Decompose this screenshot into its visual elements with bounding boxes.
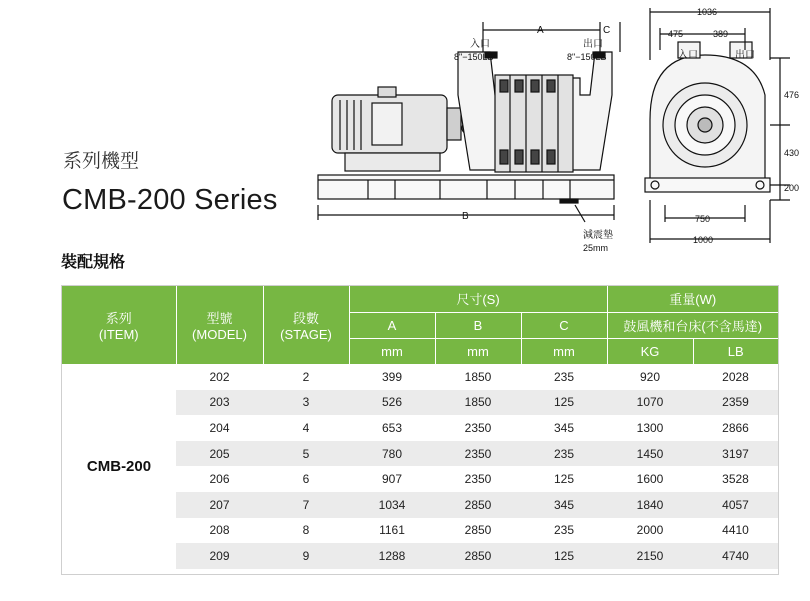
cell-a: 1288 [349,543,435,569]
cell-kg: 2150 [607,543,693,569]
cell-model: 206 [209,472,230,487]
dim-476-label: 476 [784,90,800,100]
dim-475-label: 475 [668,29,684,39]
motor-drawing [332,87,474,171]
cell-a: 907 [381,472,403,487]
col-c-header: C [521,312,607,338]
cell-lb: 3528 [722,472,749,487]
dim-389-label: 389 [713,29,729,39]
cell-stage: 3 [263,390,349,416]
cell-lb: 2866 [722,420,749,435]
cell-c: 235 [553,523,575,538]
unit-b-header: mm [435,338,521,364]
dim-a-label: A [537,25,544,36]
blower-technical-drawing [0,0,810,270]
cell-c: 345 [521,492,607,518]
cell-model: 208 [209,523,230,538]
cell-kg: 920 [639,369,661,384]
inlet-flange-label: 8"−150LB [454,52,494,62]
cell-model: 203 [176,390,263,416]
cell-stage: 9 [263,543,349,569]
series-label: 系列機型 [63,150,140,172]
cell-b: 1850 [464,369,492,384]
group-size-header: 尺寸(S) [349,286,607,312]
cell-b: 1850 [435,390,521,416]
cell-lb: 2028 [722,369,749,384]
spec-table [61,285,779,575]
cell-model: 207 [176,492,263,518]
dim-1000-label: 1000 [693,235,714,245]
cell-b: 2850 [435,492,521,518]
cell-stage: 4 [302,420,310,435]
cell-stage: 2 [302,369,310,384]
cell-lb: 4740 [693,543,778,569]
cell-stage: 8 [302,523,310,538]
outlet-label: 出口 [583,39,603,50]
cell-c: 125 [521,390,607,416]
col-series-header: 系列 (ITEM) [62,286,176,364]
cell-kg: 1300 [636,420,664,435]
cell-b: 2350 [435,441,521,467]
blower-casing-drawing [458,52,612,172]
cell-c: 235 [553,369,575,384]
spec-heading: 裝配規格 [61,252,126,271]
cell-b: 2350 [464,472,492,487]
cell-kg: 1070 [607,390,693,416]
series-name-cell: CMB-200 [62,364,176,569]
cell-a: 1034 [349,492,435,518]
cell-b: 2350 [464,420,492,435]
dim-200-label: 200 [784,183,800,193]
series-title: CMB-200 Series [62,184,278,216]
cell-lb: 3197 [693,441,778,467]
damper-size-label: 25mm [583,243,609,253]
end-outlet-label: 出口 [735,50,755,61]
cell-model: 202 [209,369,230,384]
cell-c: 125 [553,472,575,487]
unit-c-header: mm [521,338,607,364]
outlet-flange-label: 8"−150LB [567,52,607,62]
unit-lb-header: LB [693,338,778,364]
cell-kg: 1840 [607,492,693,518]
cell-a: 526 [349,390,435,416]
cell-a: 399 [381,369,403,384]
table-row [62,364,778,390]
col-b-header: B [435,312,521,338]
cell-stage: 6 [302,472,310,487]
cell-stage: 7 [263,492,349,518]
cell-kg: 1450 [607,441,693,467]
col-stage-header: 段數 (STAGE) [263,286,349,364]
cell-b: 2850 [435,543,521,569]
col-a-header: A [349,312,435,338]
cell-c: 235 [521,441,607,467]
cell-kg: 2000 [636,523,664,538]
unit-kg-header: KG [607,338,693,364]
cell-model: 205 [176,441,263,467]
cell-stage: 5 [263,441,349,467]
end-inlet-label: 入口 [678,50,698,61]
cell-model: 204 [209,420,230,435]
col-model-header: 型號 (MODEL) [176,286,263,364]
weight-desc-header: 鼓風機和台床(不含馬達) [607,312,778,338]
base-frame-drawing [318,175,614,203]
dim-430-label: 430 [784,148,800,158]
unit-a-header: mm [349,338,435,364]
cell-a: 1161 [379,523,405,538]
cell-lb: 4057 [693,492,778,518]
dim-750-label: 750 [695,214,711,224]
cell-kg: 1600 [636,472,664,487]
cell-a: 653 [381,420,403,435]
inlet-label: 入口 [470,39,490,50]
dim-b-label: B [462,211,469,222]
cell-b: 2850 [464,523,492,538]
cell-c: 345 [553,420,575,435]
cell-a: 780 [349,441,435,467]
cell-lb: 4410 [722,523,749,538]
end-view-drawing [645,8,790,243]
dim-c-label: C [603,25,611,36]
damper-label: 減震墊 [583,230,613,241]
cell-model: 209 [176,543,263,569]
group-weight-header: 重量(W) [607,286,778,312]
dim-1036-label: 1036 [697,7,718,17]
cell-lb: 2359 [693,390,778,416]
cell-c: 125 [521,543,607,569]
